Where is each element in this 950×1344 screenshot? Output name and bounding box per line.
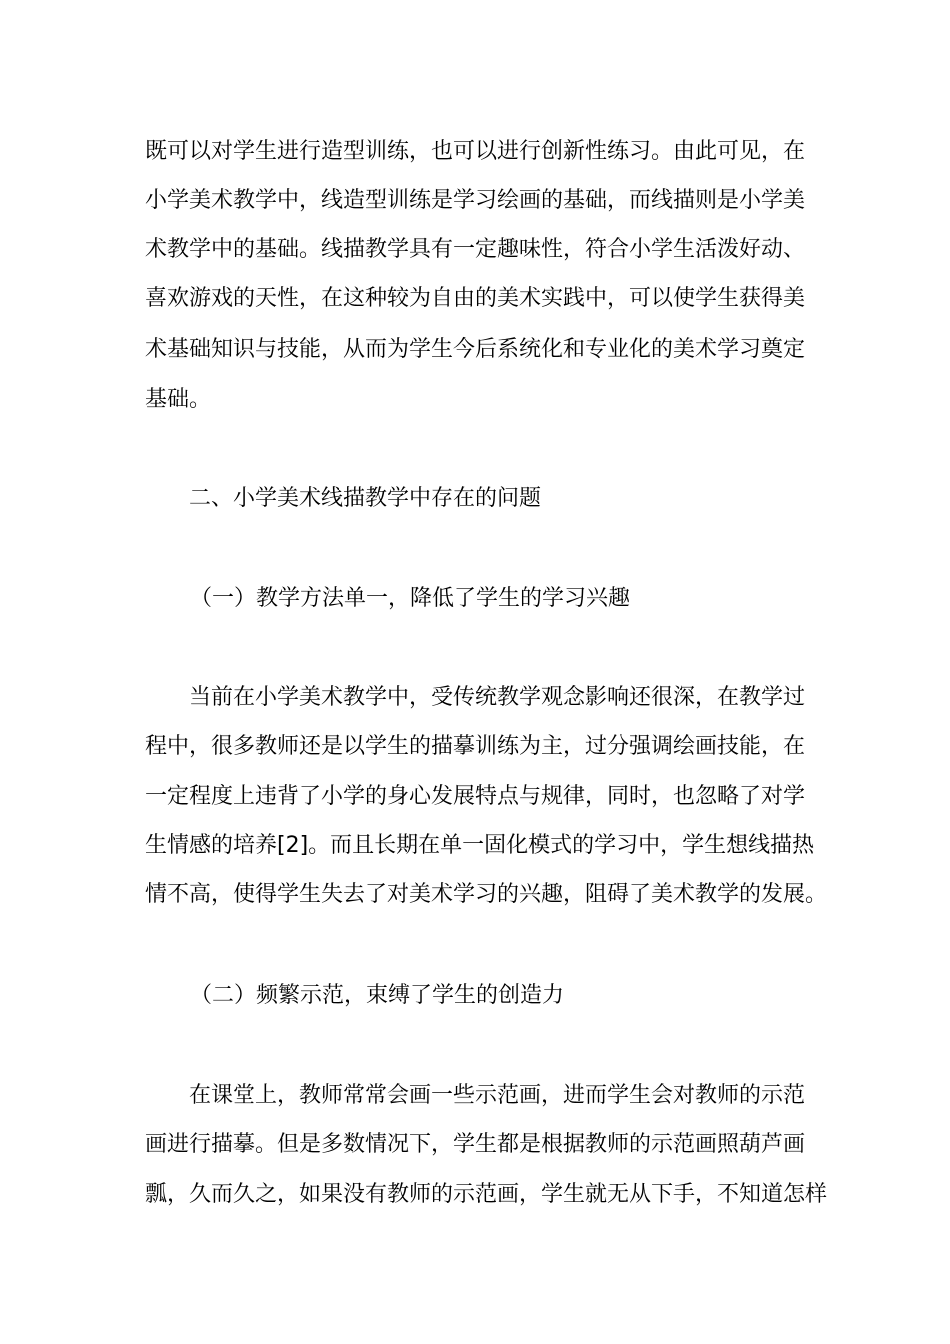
paragraph-line: 画进行描摹。但是多数情况下，学生都是根据教师的示范画照葫芦画 <box>145 1132 806 1157</box>
paragraph-line: 基础。 <box>145 387 212 412</box>
paragraph-line: 术教学中的基础。线描教学具有一定趣味性，符合小学生活泼好动、 <box>145 237 806 262</box>
paragraph-line: 在课堂上，教师常常会画一些示范画，进而学生会对教师的示范 <box>189 1083 806 1108</box>
paragraph-line: 生情感的培养[2]。而且长期在单一固化模式的学习中，学生想线描热 <box>145 833 815 858</box>
subsection-heading: （一）教学方法单一，降低了学生的学习兴趣 <box>190 586 631 611</box>
paragraph-line: 程中，很多教师还是以学生的描摹训练为主，过分强调绘画技能，在 <box>145 734 806 759</box>
paragraph-line: 情不高，使得学生失去了对美术学习的兴趣，阻碍了美术教学的发展。 <box>145 882 828 907</box>
paragraph-line: 当前在小学美术教学中，受传统教学观念影响还很深，在教学过 <box>189 685 806 710</box>
paragraph-line: 一定程度上违背了小学的身心发展特点与规律，同时，也忽略了对学 <box>145 784 806 809</box>
subsection-heading: （二）频繁示范，束缚了学生的创造力 <box>190 983 565 1008</box>
paragraph-line: 既可以对学生进行造型训练，也可以进行创新性练习。由此可见，在 <box>145 139 806 164</box>
paragraph-line: 小学美术教学中，线造型训练是学习绘画的基础，而线描则是小学美 <box>145 188 806 213</box>
paragraph-line: 喜欢游戏的天性，在这种较为自由的美术实践中，可以使学生获得美 <box>145 286 806 311</box>
paragraph-line: 术基础知识与技能，从而为学生今后系统化和专业化的美术学习奠定 <box>145 337 806 362</box>
section-heading: 二、小学美术线描教学中存在的问题 <box>189 486 542 511</box>
paragraph-line: 瓢，久而久之，如果没有教师的示范画，学生就无从下手，不知道怎样 <box>145 1182 828 1207</box>
